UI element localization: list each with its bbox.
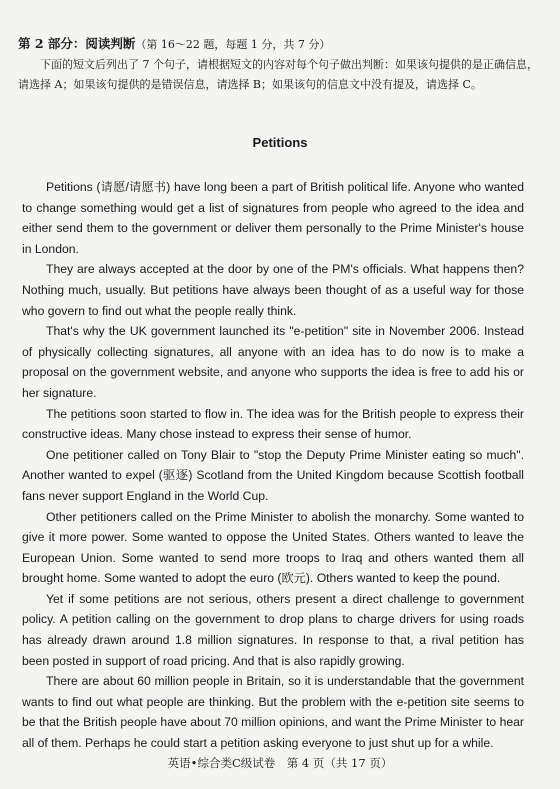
part-label: 第 2 部分： <box>18 36 86 51</box>
section-header <box>18 34 538 54</box>
paragraph-3: That's why the UK government launched its "e-petition" site in November 2006. Instead of physically collecting signatures, all anyone with an idea has to do now is to make a proposal on the government website, and anyone who supports the idea is free to add his or her signature. <box>22 324 524 400</box>
paragraph-2: They are always accepted at the door by one of the PM's officials. What happens then? Nothing much, usually. But petitions have always been thought of as a useful way for those who govern to find out what the people really think. <box>22 262 524 318</box>
paragraph-4: The petitions soon started to flow in. The idea was for the British people to express their constructive ideas. Many chose instead to express their sense of humor. <box>22 406 524 442</box>
article-title: Petitions <box>252 135 308 150</box>
paragraph-6: Other petitioners called on the Prime Minister to abolish the monarchy. Some wanted to give it more power. Some wanted to oppose the United States. Others wanted to leave the European Union. Some wanted to send more troops to Iraq and others wanted them all brought home. Some wanted to adopt the euro (欧元). Others wanted to keep the pound. <box>22 509 524 586</box>
section-note: （第 16～22 题，每题 1 分，共 7 分） <box>135 38 331 51</box>
section-title: 阅读判断 <box>85 36 136 51</box>
instructions-text: 下面的短文后列出了 7 个句子，请根据短文的内容对每个句子做出判断：如果该句提供的是正确信息，请选择 A；如果该句提供的是错误信息，请选择 B；如果该句的信息文中没有提及，请选择 C。 <box>18 58 538 91</box>
paragraph-7: Yet if some petitions are not serious, others present a direct challenge to government policy. A petition calling on the government to drop plans to charge drivers for using roads has already drawn around 1.8 million signatures. In response to that, a rival petition has been posted in support of road pricing. And that is also rapidly growing. <box>22 591 524 668</box>
paragraph-8: There are about 60 million people in Britain, so it is understandable that the government wants to find out what people are thinking. But the problem with the e-petition site seems to be that the British people have about 70 million opinions, and want the Prime Minister to hear all of them. Perhaps he could start a petition asking everyone to just shut up for a while. <box>22 674 524 751</box>
article-body <box>22 177 524 754</box>
paragraph-1: Petitions (请愿/请愿书) have long been a part of British political life. Anyone who wanted to change something would get a list of signatures from people who agreed to the idea and either send them to the government or deliver them personally to the Prime Minister's house in London. <box>22 180 524 256</box>
instructions <box>18 55 538 95</box>
paragraph-5: One petitioner called on Tony Blair to "stop the Deputy Prime Minister eating so much". Another wanted to expel (驱逐) Scotland from the United Kingdom because Scottish football fans never support England in the World Cup. <box>22 447 524 503</box>
page-footer: 英语•综合类C级试卷 第 4 页（共 17 页） <box>167 756 393 770</box>
